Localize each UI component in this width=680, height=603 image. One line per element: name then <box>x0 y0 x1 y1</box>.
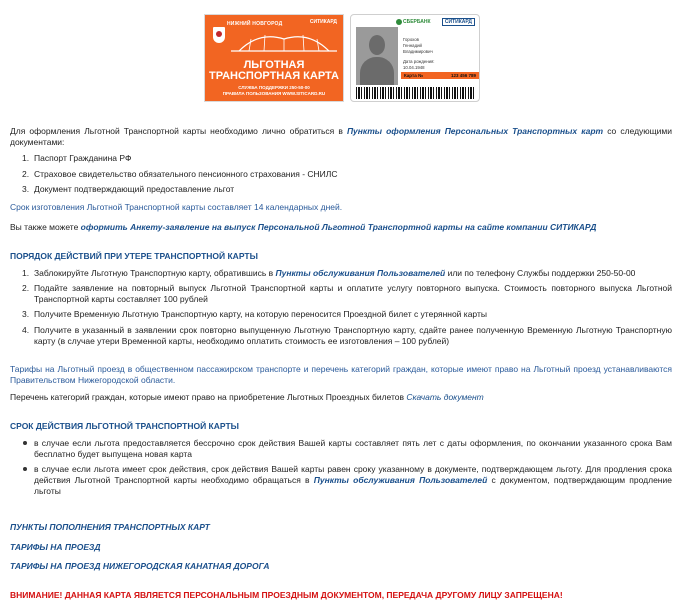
card-dob: 10.04.1948 <box>403 65 425 70</box>
card-name: Геннадий <box>403 43 422 48</box>
also-text: Вы также можете <box>10 222 81 232</box>
replenishment-points-link[interactable]: ПУНКТЫ ПОПОЛНЕНИЯ ТРАНСПОРТНЫХ КАРТ <box>10 522 210 532</box>
download-document-link[interactable]: Скачать документ <box>406 392 484 402</box>
list-item: 1. Заблокируйте Льготную Транспортную карту, обратившись в Пункты обслуживания Пользователей или по телефону Службы поддержки 250-50-00 <box>22 268 636 278</box>
list-item: 3. Получите Временную Льготную Транспортную карту, на которую переносится Проездной билет с утерянной карты <box>22 309 487 319</box>
card-rules: ПРАВИЛА ПОЛЬЗОВАНИЯ WWW.SITICARD.RU <box>222 91 326 96</box>
loss-heading: ПОРЯДОК ДЕЙСТВИЙ ПРИ УТЕРЕ ТРАНСПОРТНОЙ КАРТЫ <box>10 251 258 261</box>
barcode-icon <box>356 87 476 99</box>
card-title-line2: ТРАНСПОРТНАЯ КАРТА <box>209 70 339 82</box>
registration-points-link[interactable]: Пункты оформления Персональных Транспортных карт <box>346 126 604 136</box>
list-item: 4. Получите в указанный в заявлении срок повторно выпущенную Льготную Транспортную карту, сдайте ранее полученную Временную Льготную Транспортную карту (в случае утери Временной карты, необходимо оплатить стоимость ее изготовления – 100 рублей) <box>22 325 672 346</box>
holder-photo-icon <box>356 27 398 85</box>
list-item: в случае если льгота имеет срок действия, срок действия Вашей карты равен сроку указанному в документе, подтверждающем льготу. Для продления срока действия Льготной Транспортной карты необходимо обращаться в Пункты обслуживания Пользователей с документом, подтверждающим продление льготы <box>34 464 672 497</box>
card-surname: Горохов <box>403 37 419 42</box>
service-points-link-2[interactable]: Пункты обслуживания Пользователей <box>313 475 488 485</box>
cable-car-tariffs-link[interactable]: ТАРИФЫ НА ПРОЕЗД НИЖЕГОРОДСКАЯ КАНАТНАЯ ДОРОГА <box>10 561 270 571</box>
card-dob-label: Дата рождения: <box>403 59 435 64</box>
tariffs-link[interactable]: ТАРИФЫ НА ПРОЕЗД <box>10 542 101 552</box>
online-application-link[interactable]: оформить Анкету-заявление на выпуск Персональной Льготной Транспортной карты на сайте компании СИТИКАРД <box>80 222 597 232</box>
list-item: 3. Документ подтверждающий предоставление льгот <box>22 184 235 194</box>
card-title <box>205 60 343 82</box>
production-term: Срок изготовления Льготной Транспортной карты составляет 14 календарных дней. <box>10 202 343 212</box>
list-item: 2. Страховое свидетельство обязательного пенсионного страхования - СНИЛС <box>22 169 338 179</box>
categories-text: Перечень категорий граждан, которые имеют право на приобретение Льготных Проездных билетов <box>10 392 407 402</box>
list-item: в случае если льгота предоставляется бессрочно срок действия Вашей карты составляет пять лет с даты оформления, по окончании указанного срока Вам бесплатно будет выпущена новая карта <box>34 438 672 460</box>
validity-heading: СРОК ДЕЙСТВИЯ ЛЬГОТНОЙ ТРАНСПОРТНОЙ КАРТЫ <box>10 421 239 431</box>
sberbank-logo-icon <box>396 19 402 25</box>
card-front-image <box>204 14 344 102</box>
card-back-image <box>350 14 480 102</box>
card-patronymic: Владимирович <box>403 49 433 54</box>
card-support: СЛУЖБА ПОДДЕРЖКИ 250-50-00 <box>238 85 310 90</box>
card-images <box>204 14 482 104</box>
also-paragraph <box>10 222 672 233</box>
card-city: НИЖНИЙ НОВГОРОД <box>227 21 283 27</box>
list-item: 2. Подайте заявление на повторный выпуск Льготной Транспортной карты и оплатите услугу повторного выпуска. Стоимость повторного выпуска Льготной Транспортной карты составляет 100 рублей <box>22 283 672 304</box>
intro-text-after: со следующими документами: <box>10 126 673 147</box>
card-number-label: Карта № <box>404 73 423 78</box>
card-number: 123 456 789 <box>450 73 476 78</box>
card-title-line1: ЛЬГОТНАЯ <box>243 59 305 71</box>
categories-paragraph <box>10 392 672 403</box>
intro-paragraph <box>10 126 672 148</box>
list-item: 1. Паспорт Гражданина РФ <box>22 153 132 163</box>
bridge-icon <box>229 29 339 53</box>
warning-text: ВНИМАНИЕ! ДАННАЯ КАРТА ЯВЛЯЕТСЯ ПЕРСОНАЛЬНЫМ ПРОЕЗДНЫМ ДОКУМЕНТОМ, ПЕРЕДАЧА ДРУГОМУ ЛИЦУ ЗАПРЕЩЕНА! <box>10 590 563 600</box>
intro-text: Для оформления Льготной Транспортной карты необходимо лично обратиться в <box>10 126 347 136</box>
service-points-link[interactable]: Пункты обслуживания Пользователей <box>275 268 446 278</box>
card-partner: СИТИКАРД <box>442 18 475 26</box>
coat-of-arms-icon <box>213 27 225 43</box>
card-number-bar <box>401 72 479 79</box>
card-brand: СИТИКАРД <box>309 19 337 25</box>
tariffs-paragraph: Тарифы на Льготный проезд в общественном пассажирском транспорте и перечень категорий граждан, которые имеют право на Льготный проезд устанавливаются Правительством Нижегородской области. <box>10 364 672 385</box>
card-bank: СБЕРБАНК <box>403 19 431 25</box>
